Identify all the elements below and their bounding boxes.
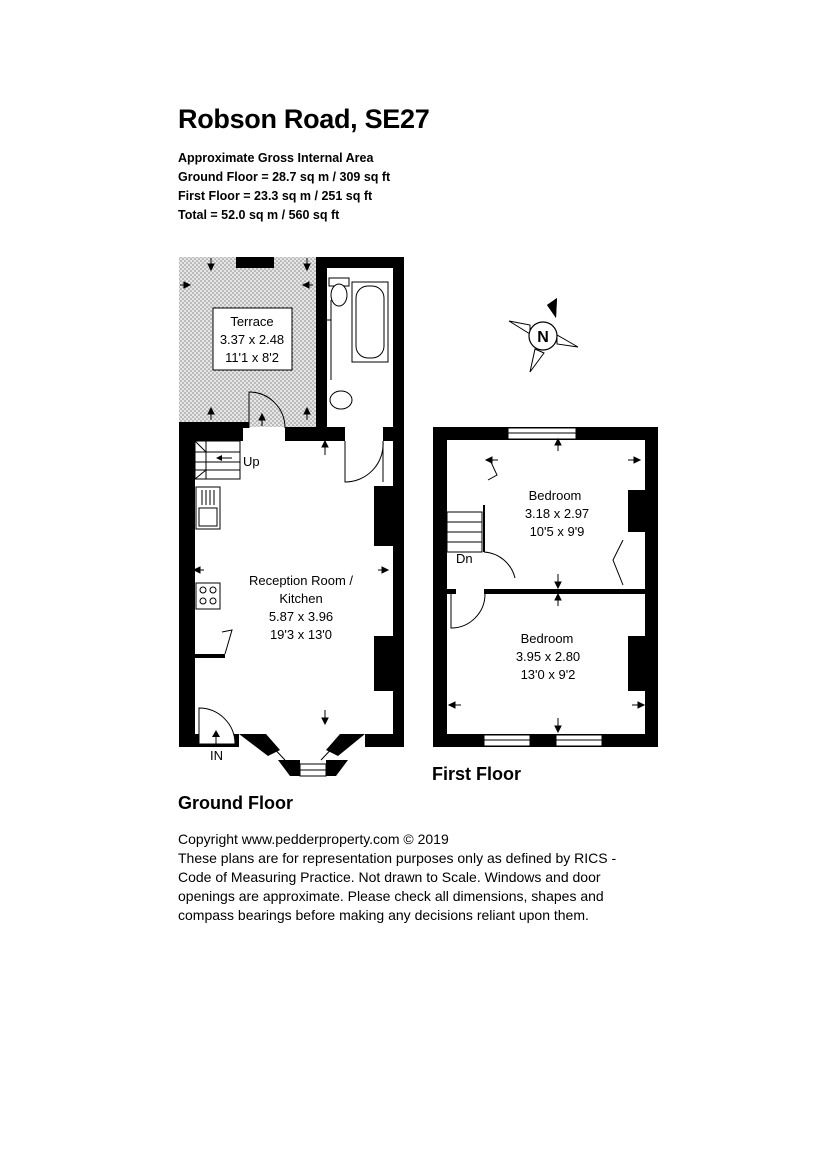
reception-imperial: 19'3 x 13'0 [269,627,333,642]
bedroom-front-metric: 3.95 x 2.80 [515,649,581,664]
terrace-imperial: 11'1 x 8'2 [225,350,279,365]
first-floor-area: First Floor = 23.3 sq m / 251 sq ft [178,189,373,203]
total-area: Total = 52.0 sq m / 560 sq ft [178,208,340,222]
reception-name-1: Reception Room / [248,573,354,588]
first-floor-label: First Floor [432,764,521,784]
first-stairs-label: Dn [456,551,473,566]
toilet [331,284,347,306]
terrace-name: Terrace [230,314,274,329]
footer-notes [178,830,638,925]
basin [330,391,352,409]
compass-label: N [537,329,549,346]
hob [196,583,220,609]
first-stairs [447,505,484,552]
disclaimer-text: These plans are for representation purposes only as defined by RICS - Code of Measuring Practice. Not drawn to Scale. Windows and door openings are approximate. Please check all dimensions, shapes and compass bearings before making any decisions reliant upon them. [178,850,617,923]
bedroom-front-name: Bedroom [520,631,574,646]
first-floor-plan [433,427,658,747]
bedroom-rear-name: Bedroom [528,488,582,503]
ground-floor-plan [179,257,404,776]
bedroom-rear-metric: 3.18 x 2.97 [524,506,590,521]
ground-stairs-label: Up [243,454,260,469]
bedroom-front-imperial: 13'0 x 9'2 [520,667,576,682]
ground-stairs [195,441,240,479]
ground-floor-area: Ground Floor = 28.7 sq m / 309 sq ft [178,170,391,184]
copyright-text: Copyright www.pedderproperty.com © 2019 [178,831,449,847]
reception-name-2: Kitchen [279,591,323,606]
property-title: Robson Road, SE27 [178,104,430,134]
ground-floor-label: Ground Floor [178,793,293,813]
reception-metric: 5.87 x 3.96 [268,609,334,624]
bedroom-rear-imperial: 10'5 x 9'9 [529,524,585,539]
entrance-label: IN [210,748,223,763]
terrace-metric: 3.37 x 2.48 [219,332,285,347]
area-heading: Approximate Gross Internal Area [178,151,374,165]
